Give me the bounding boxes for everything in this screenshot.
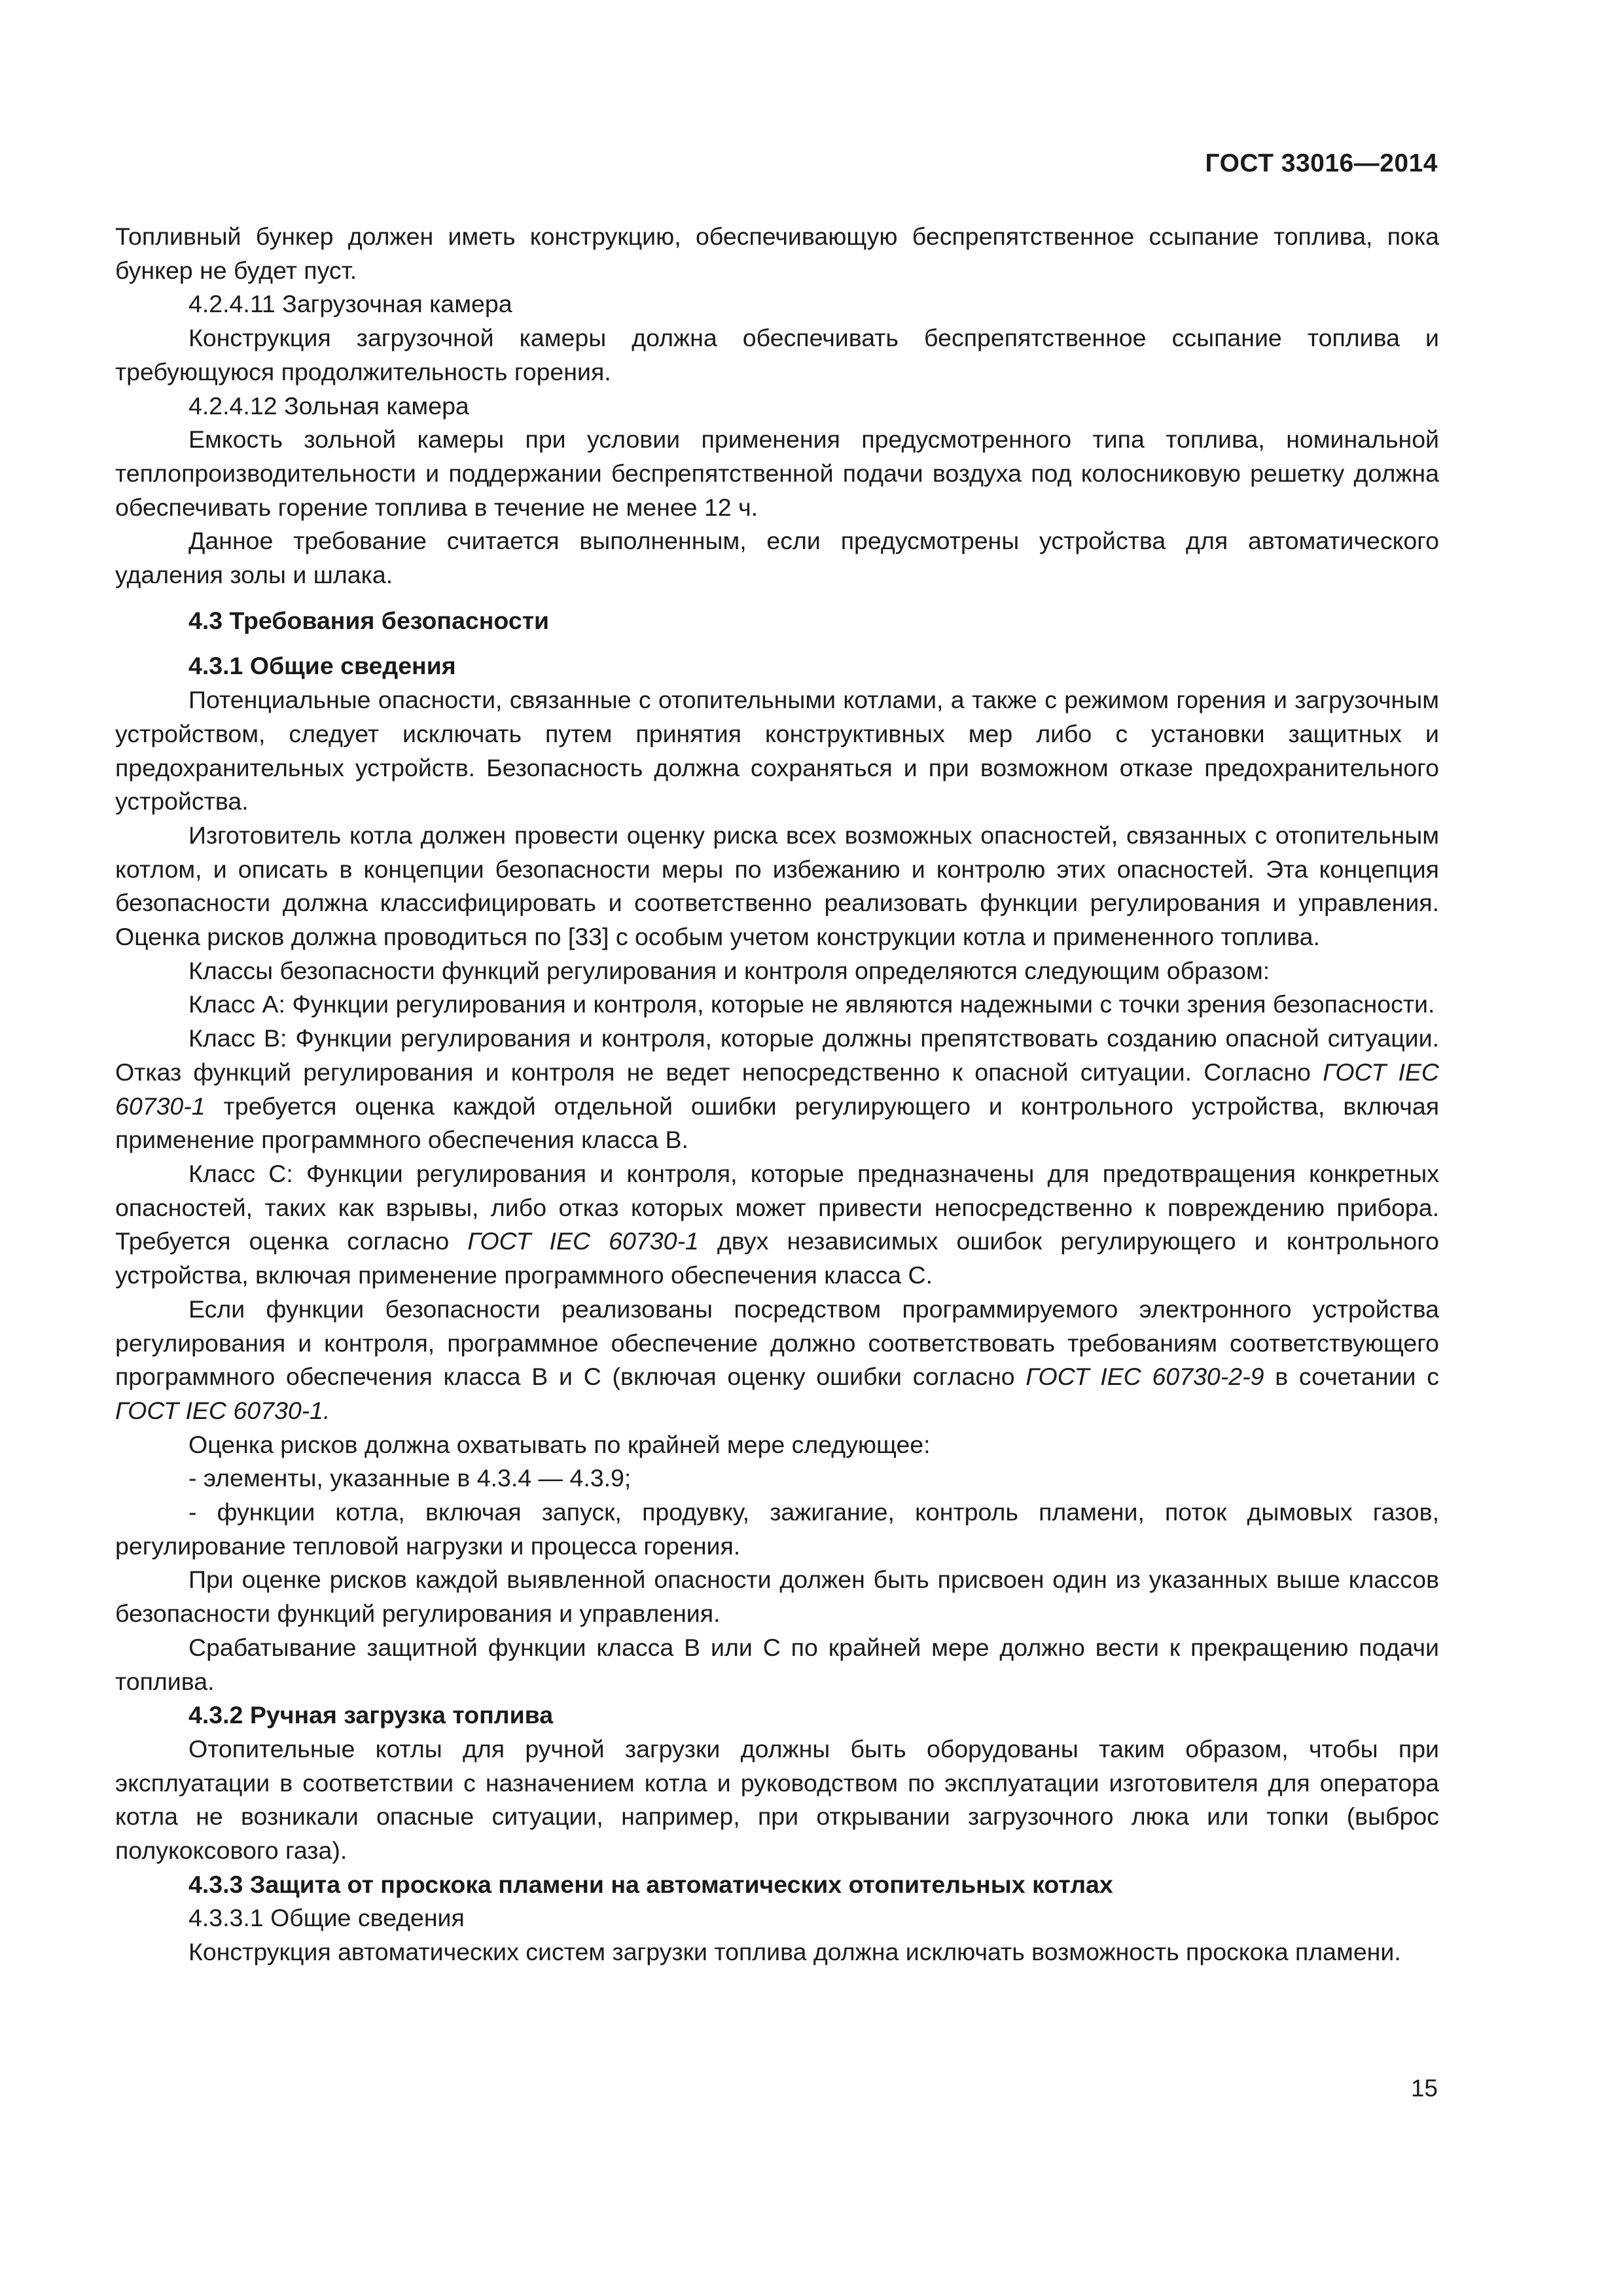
paragraph-text: Класс С: Функции регулирования и контроля, которые предназначены для предотвращения конкретных опасностей, таких как взрывы, либо отказ которых может привести непосредственно к повреждению прибора. Требуется оценка согласно [115,1159,1439,1255]
subsection-heading: 4.3.1 Общие сведения [188,652,456,680]
paragraph: Оценка рисков должна охватывать по крайней мере следующее: [188,1430,931,1458]
paragraph-text: двух независимых ошибок регулирующего и контрольного устройства, включая применение программного обеспечения класса С. [115,1227,1439,1289]
document-code-header: ГОСТ 33016—2014 [1205,149,1438,177]
standard-reference: ГОСТ IEC 60730-1 [467,1227,699,1255]
standard-reference: ГОСТ IEC 60730-2-9 [1026,1363,1264,1391]
subsection-title: 4.2.4.11 Загрузочная камера [188,290,512,318]
paragraph [115,1293,1439,1428]
section-heading: 4.3 Требования безопасности [188,606,550,634]
paragraph: Топливный бункер должен иметь конструкцию, обеспечивающую беспрепятственное ссыпание топлива, пока бункер не будет пуст. [115,223,1439,284]
page-number: 15 [1410,2075,1438,2102]
paragraph: Данное требование считается выполненным, если предусмотрены устройства для автоматического удаления золы и шлака. [115,527,1439,589]
paragraph-text: в сочетании с [1264,1363,1439,1391]
document-body [115,220,1439,1969]
paragraph [115,1022,1439,1157]
subsection-heading: 4.3.3 Защита от проскока пламени на автоматических отопительных котлах [188,1870,1113,1898]
paragraph: Классы безопасности функций регулирования и контроля определяются следующим образом: [188,956,1270,984]
paragraph: Отопительные котлы для ручной загрузки должны быть оборудованы таким образом, чтобы при эксплуатации в соответствии с назначением котла и руководством по эксплуатации изготовителя для оператора котла не возникали опасные ситуации, например, при открывании загрузочного люка или топки (выброс полукоксового газа). [115,1734,1439,1865]
subsection-title: 4.2.4.12 Зольная камера [188,391,469,420]
subsection-title: 4.3.3.1 Общие сведения [188,1904,465,1932]
paragraph: Изготовитель котла должен провести оценку риска всех возможных опасностей, связанных с отопительным котлом, и описать в концепции безопасности меры по избежанию и контролю этих опасностей. Эта концепция безопасности должна классифицировать и соответственно реализовать функции регулирования и управления. Оценка рисков должна проводиться по [33] с особым учетом конструкции котла и примененного топлива. [115,821,1439,951]
paragraph-text: Если функции безопасности реализованы посредством программируемого электронного устройства регулирования и контроля, программное обеспечение должно соответствовать требованиям соответствующего программного обеспечения класса В и С (включая оценку ошибки согласно [115,1295,1439,1391]
paragraph: Класс А: Функции регулирования и контроля, которые не являются надежными с точки зрения безопасности. [188,990,1435,1018]
paragraph: Емкость зольной камеры при условии применения предусмотренного типа топлива, номинальной теплопроизводительности и поддержании беспрепятственной подачи воздуха под колосниковую решетку должна обеспечивать горение топлива в течение не менее 12 ч. [115,425,1439,521]
paragraph: Конструкция автоматических систем загрузки топлива должна исключать возможность проскока пламени. [188,1938,1401,1966]
subsection-heading: 4.3.2 Ручная загрузка топлива [188,1701,554,1729]
list-item: - элементы, указанные в 4.3.4 — 4.3.9; [188,1464,632,1492]
paragraph [115,1157,1439,1293]
paragraph-text: Класс В: Функции регулирования и контроля, которые должны препятствовать созданию опасной ситуации. Отказ функций регулирования и контроля не ведет непосредственно к опасной ситуации. Согласно [115,1024,1439,1086]
list-item: - функции котла, включая запуск, продувку, зажигание, контроль пламени, поток дымовых газов, регулирование тепловой нагрузки и процесса горения. [115,1498,1439,1560]
paragraph: Потенциальные опасности, связанные с отопительными котлами, а также с режимом горения и загрузочным устройством, следует исключать путем принятия конструктивных мер либо с установки защитных и предохранительных устройств. Безопасность должна сохраняться и при возможном отказе предохранительного устройства. [115,686,1439,816]
paragraph: При оценке рисков каждой выявленной опасности должен быть присвоен один из указанных выше классов безопасности функций регулирования и управления. [115,1566,1439,1628]
paragraph: Конструкция загрузочной камеры должна обеспечивать беспрепятственное ссыпание топлива и требующуюся продолжительность горения. [115,324,1439,386]
paragraph-text: требуется оценка каждой отдельной ошибки регулирующего и контрольного устройства, включая применение программного обеспечения класса В. [115,1092,1439,1154]
standard-reference: ГОСТ IEC 60730-1 [115,1058,1439,1120]
standard-reference: ГОСТ IEC 60730-1. [115,1396,330,1424]
paragraph: Срабатывание защитной функции класса В или С по крайней мере должно вести к прекращению подачи топлива. [115,1633,1439,1695]
